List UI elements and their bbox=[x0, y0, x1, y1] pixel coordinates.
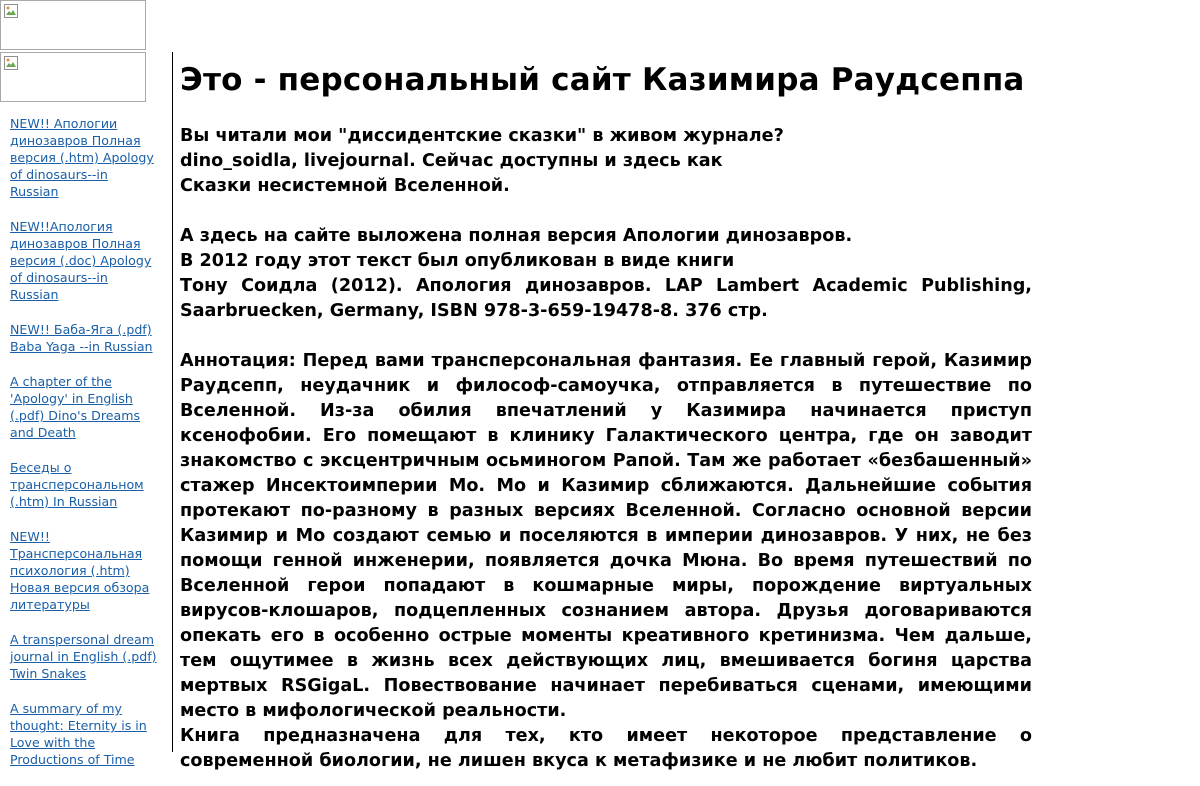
intro-line: Сказки несистемной Вселенной. bbox=[180, 176, 510, 196]
broken-image-top bbox=[0, 0, 146, 50]
audience-text: Книга предназначена для тех, кто имеет некоторое представление о современной биологии, не лишен вкуса к метафизике и не любит политиков. bbox=[180, 726, 1032, 771]
page-title: Это - персональный сайт Казимира Раудсеппа bbox=[180, 62, 1025, 98]
link-transpersonal-psychology[interactable]: NEW!! Трансперсональная психология (.htm) Новая версия обзора литературы bbox=[10, 529, 150, 612]
book-info bbox=[180, 224, 1032, 324]
link-eternity-summary[interactable]: A summary of my thought: Eternity is in Love with the Productions of Time bbox=[10, 701, 147, 767]
broken-image-icon bbox=[4, 4, 18, 18]
broken-image-second bbox=[0, 52, 146, 102]
column-divider bbox=[172, 52, 173, 752]
link-apology-htm[interactable]: NEW!! Апологии динозавров Полная версия (.htm) Apology of dinosaurs--in Russian bbox=[10, 116, 154, 199]
main-content bbox=[180, 58, 1032, 774]
annotation-text: Аннотация: Перед вами трансперсональная фантазия. Ее главный герой, Казимир Раудсепп, неудачник и философ-самоучка, отправляется в путешествие по Вселенной. Из-за обилия впечатлений у Казимира начинается приступ ксенофобии. Его помещают в клинику Галактического центра, где он заводит знакомство с эксцентричным осьминогом Рапой. Там же работает «безбашенный» стажер Инсектоимперии Мо. Мо и Казимир сближаются. Дальнейшие события протекают по-разному в разных версиях Вселенной. Согласно основной версии Казимир и Мо создают семью и поселяются в империи динозавров. У них, не без помощи генной инженерии, появляется дочка Мюна. Во время путешествий по Вселенной герои попадают в кошмарные миры, порождение виртуальных вирусов-клошаров, подцепленных сознанием автора. Друзья договариваются опекать его в особенно острые моменты креативного кретинизма. Чем дальше, тем ощутимее в жизнь всех действующих лиц, вмешивается богиня царства мертвых RSGigaL. Повествование начинает перебиваться сценами, имеющими место в мифологической реальности. bbox=[180, 351, 1032, 721]
intro-line: dino_soidla, livejournal. Сейчас доступны и здесь как bbox=[180, 151, 723, 171]
sidebar-links bbox=[10, 115, 160, 786]
book-line: В 2012 году этот текст был опубликован в виде книги bbox=[180, 251, 735, 271]
link-apology-doc[interactable]: NEW!!Апология динозавров Полная версия (.doc) Apology of dinosaurs--in Russian bbox=[10, 219, 152, 302]
broken-image-icon bbox=[4, 56, 18, 70]
book-citation: Тону Соидла (2012). Апология динозавров. LAP Lambert Academic Publishing, Saarbruecken, Germany, ISBN 978-3-659-19478-8. 376 стр. bbox=[180, 276, 1032, 321]
book-line: А здесь на сайте выложена полная версия Апологии динозавров. bbox=[180, 226, 853, 246]
intro-text bbox=[180, 124, 1032, 199]
link-dinos-dreams[interactable]: A chapter of the 'Apology' in English (.pdf) Dino's Dreams and Death bbox=[10, 374, 141, 440]
intro-line: Вы читали мои "диссидентские сказки" в живом журнале? bbox=[180, 126, 784, 146]
link-besedy[interactable]: Беседы о трансперсональном (.htm) In Russian bbox=[10, 460, 144, 509]
link-baba-yaga[interactable]: NEW!! Баба-Яга (.pdf) Baba Yaga --in Russian bbox=[10, 322, 153, 354]
link-twin-snakes[interactable]: A transpersonal dream journal in English (.pdf) Twin Snakes bbox=[10, 632, 157, 681]
